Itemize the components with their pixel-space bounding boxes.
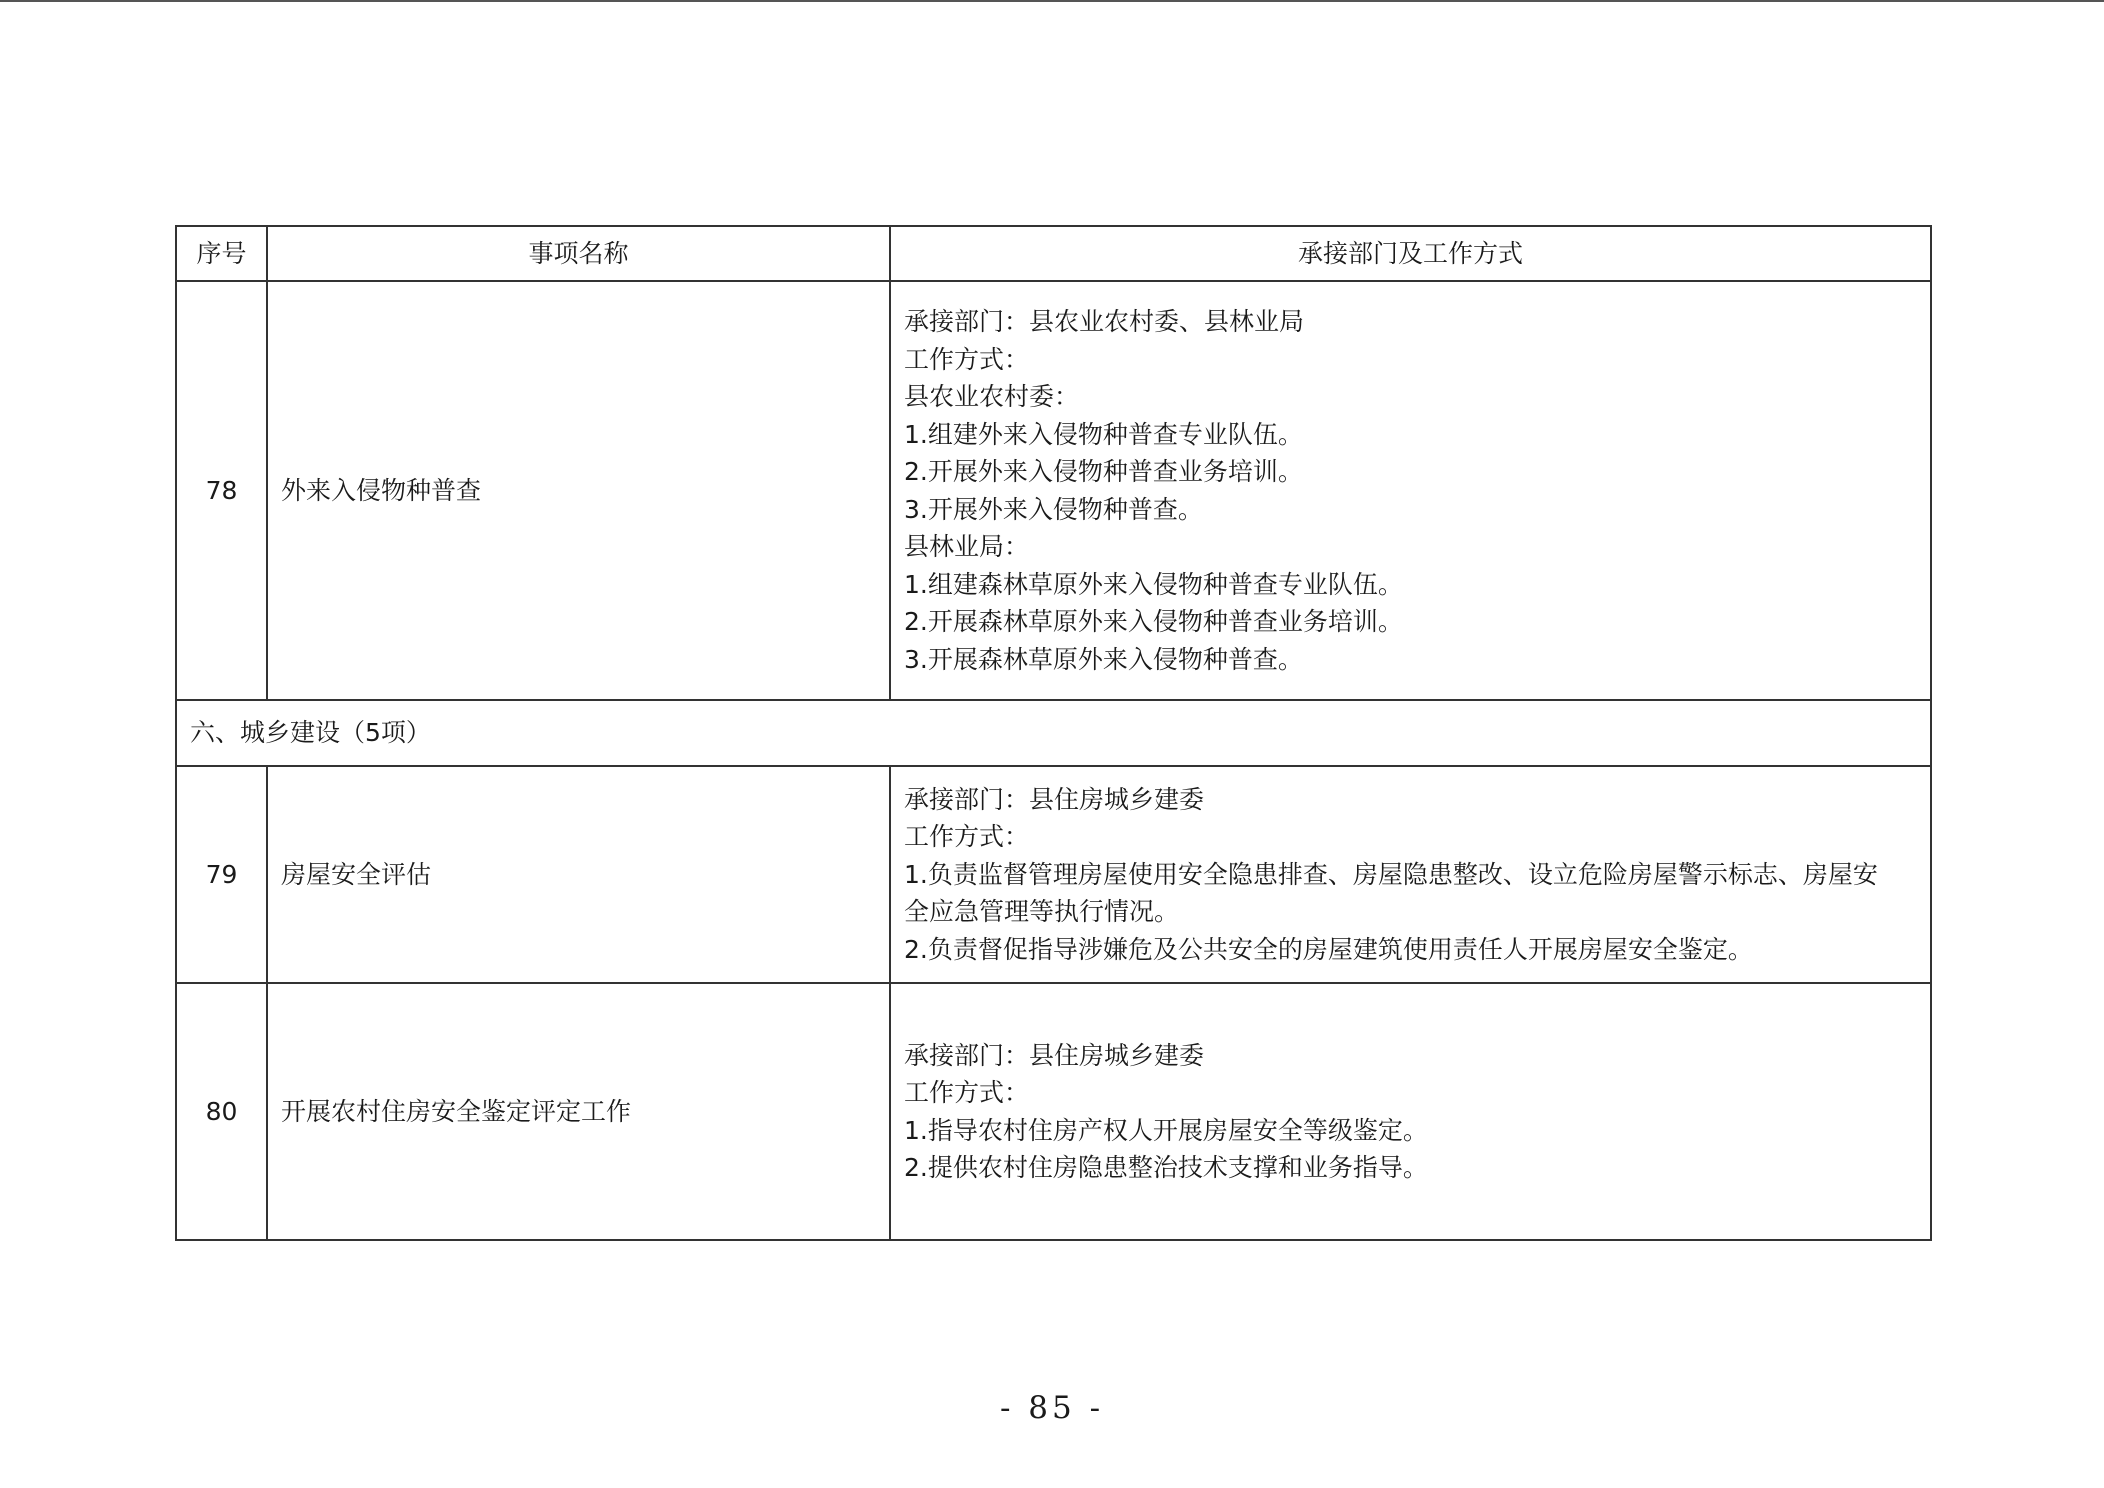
items-table	[175, 225, 1932, 1241]
content-line: 县农业农村委：	[904, 382, 1080, 411]
content-line: 工作方式：	[904, 822, 1030, 852]
table-row	[176, 766, 1931, 983]
content-line: 工作方式：	[904, 344, 1030, 374]
section-heading: 六、城乡建设（5项）	[176, 700, 1931, 766]
content-line: 1.负责监督管理房屋使用安全隐患排查、房屋隐患整改、设立危险房屋警示标志、房屋安	[904, 859, 1878, 889]
item-name: 房屋安全评估	[267, 766, 890, 983]
row-number: 80	[176, 983, 267, 1240]
page-number: - 85 -	[999, 1390, 1105, 1426]
content-line: 1.指导农村住房产权人开展房屋安全等级鉴定。	[904, 1115, 1428, 1145]
header-item-name: 事项名称	[267, 226, 890, 281]
content-line: 2.开展森林草原外来入侵物种普查业务培训。	[904, 607, 1403, 636]
table-row	[176, 983, 1931, 1240]
department-method	[890, 281, 1931, 700]
content-line: 2.提供农村住房隐患整治技术支撑和业务指导。	[904, 1153, 1428, 1182]
section-row	[176, 700, 1931, 766]
content-line: 1.组建森林草原外来入侵物种普查专业队伍。	[904, 569, 1403, 599]
header-department-method: 承接部门及工作方式	[890, 226, 1931, 281]
content-line: 1.组建外来入侵物种普查专业队伍。	[904, 419, 1303, 449]
content-line: 3.开展森林草原外来入侵物种普查。	[904, 644, 1303, 674]
row-number: 79	[176, 766, 267, 983]
department-method	[890, 766, 1931, 983]
item-name: 开展农村住房安全鉴定评定工作	[267, 983, 890, 1240]
content-line: 工作方式：	[904, 1078, 1030, 1107]
table-header-row	[176, 226, 1931, 281]
content-line: 2.负责督促指导涉嫌危及公共安全的房屋建筑使用责任人开展房屋安全鉴定。	[904, 934, 1753, 964]
row-number: 78	[176, 281, 267, 700]
content-line: 承接部门：县住房城乡建委	[904, 1040, 1205, 1070]
content-line: 县林业局：	[904, 532, 1030, 561]
content-line: 全应急管理等执行情况。	[904, 897, 1180, 927]
header-number: 序号	[176, 226, 267, 281]
top-border-line	[0, 0, 2104, 2]
item-name: 外来入侵物种普查	[267, 281, 890, 700]
department-method	[890, 983, 1931, 1240]
content-line: 2.开展外来入侵物种普查业务培训。	[904, 457, 1303, 486]
content-line: 承接部门：县农业农村委、县林业局	[904, 307, 1305, 336]
content-line: 承接部门：县住房城乡建委	[904, 784, 1205, 814]
table-row	[176, 281, 1931, 700]
content-line: 3.开展外来入侵物种普查。	[904, 494, 1203, 524]
